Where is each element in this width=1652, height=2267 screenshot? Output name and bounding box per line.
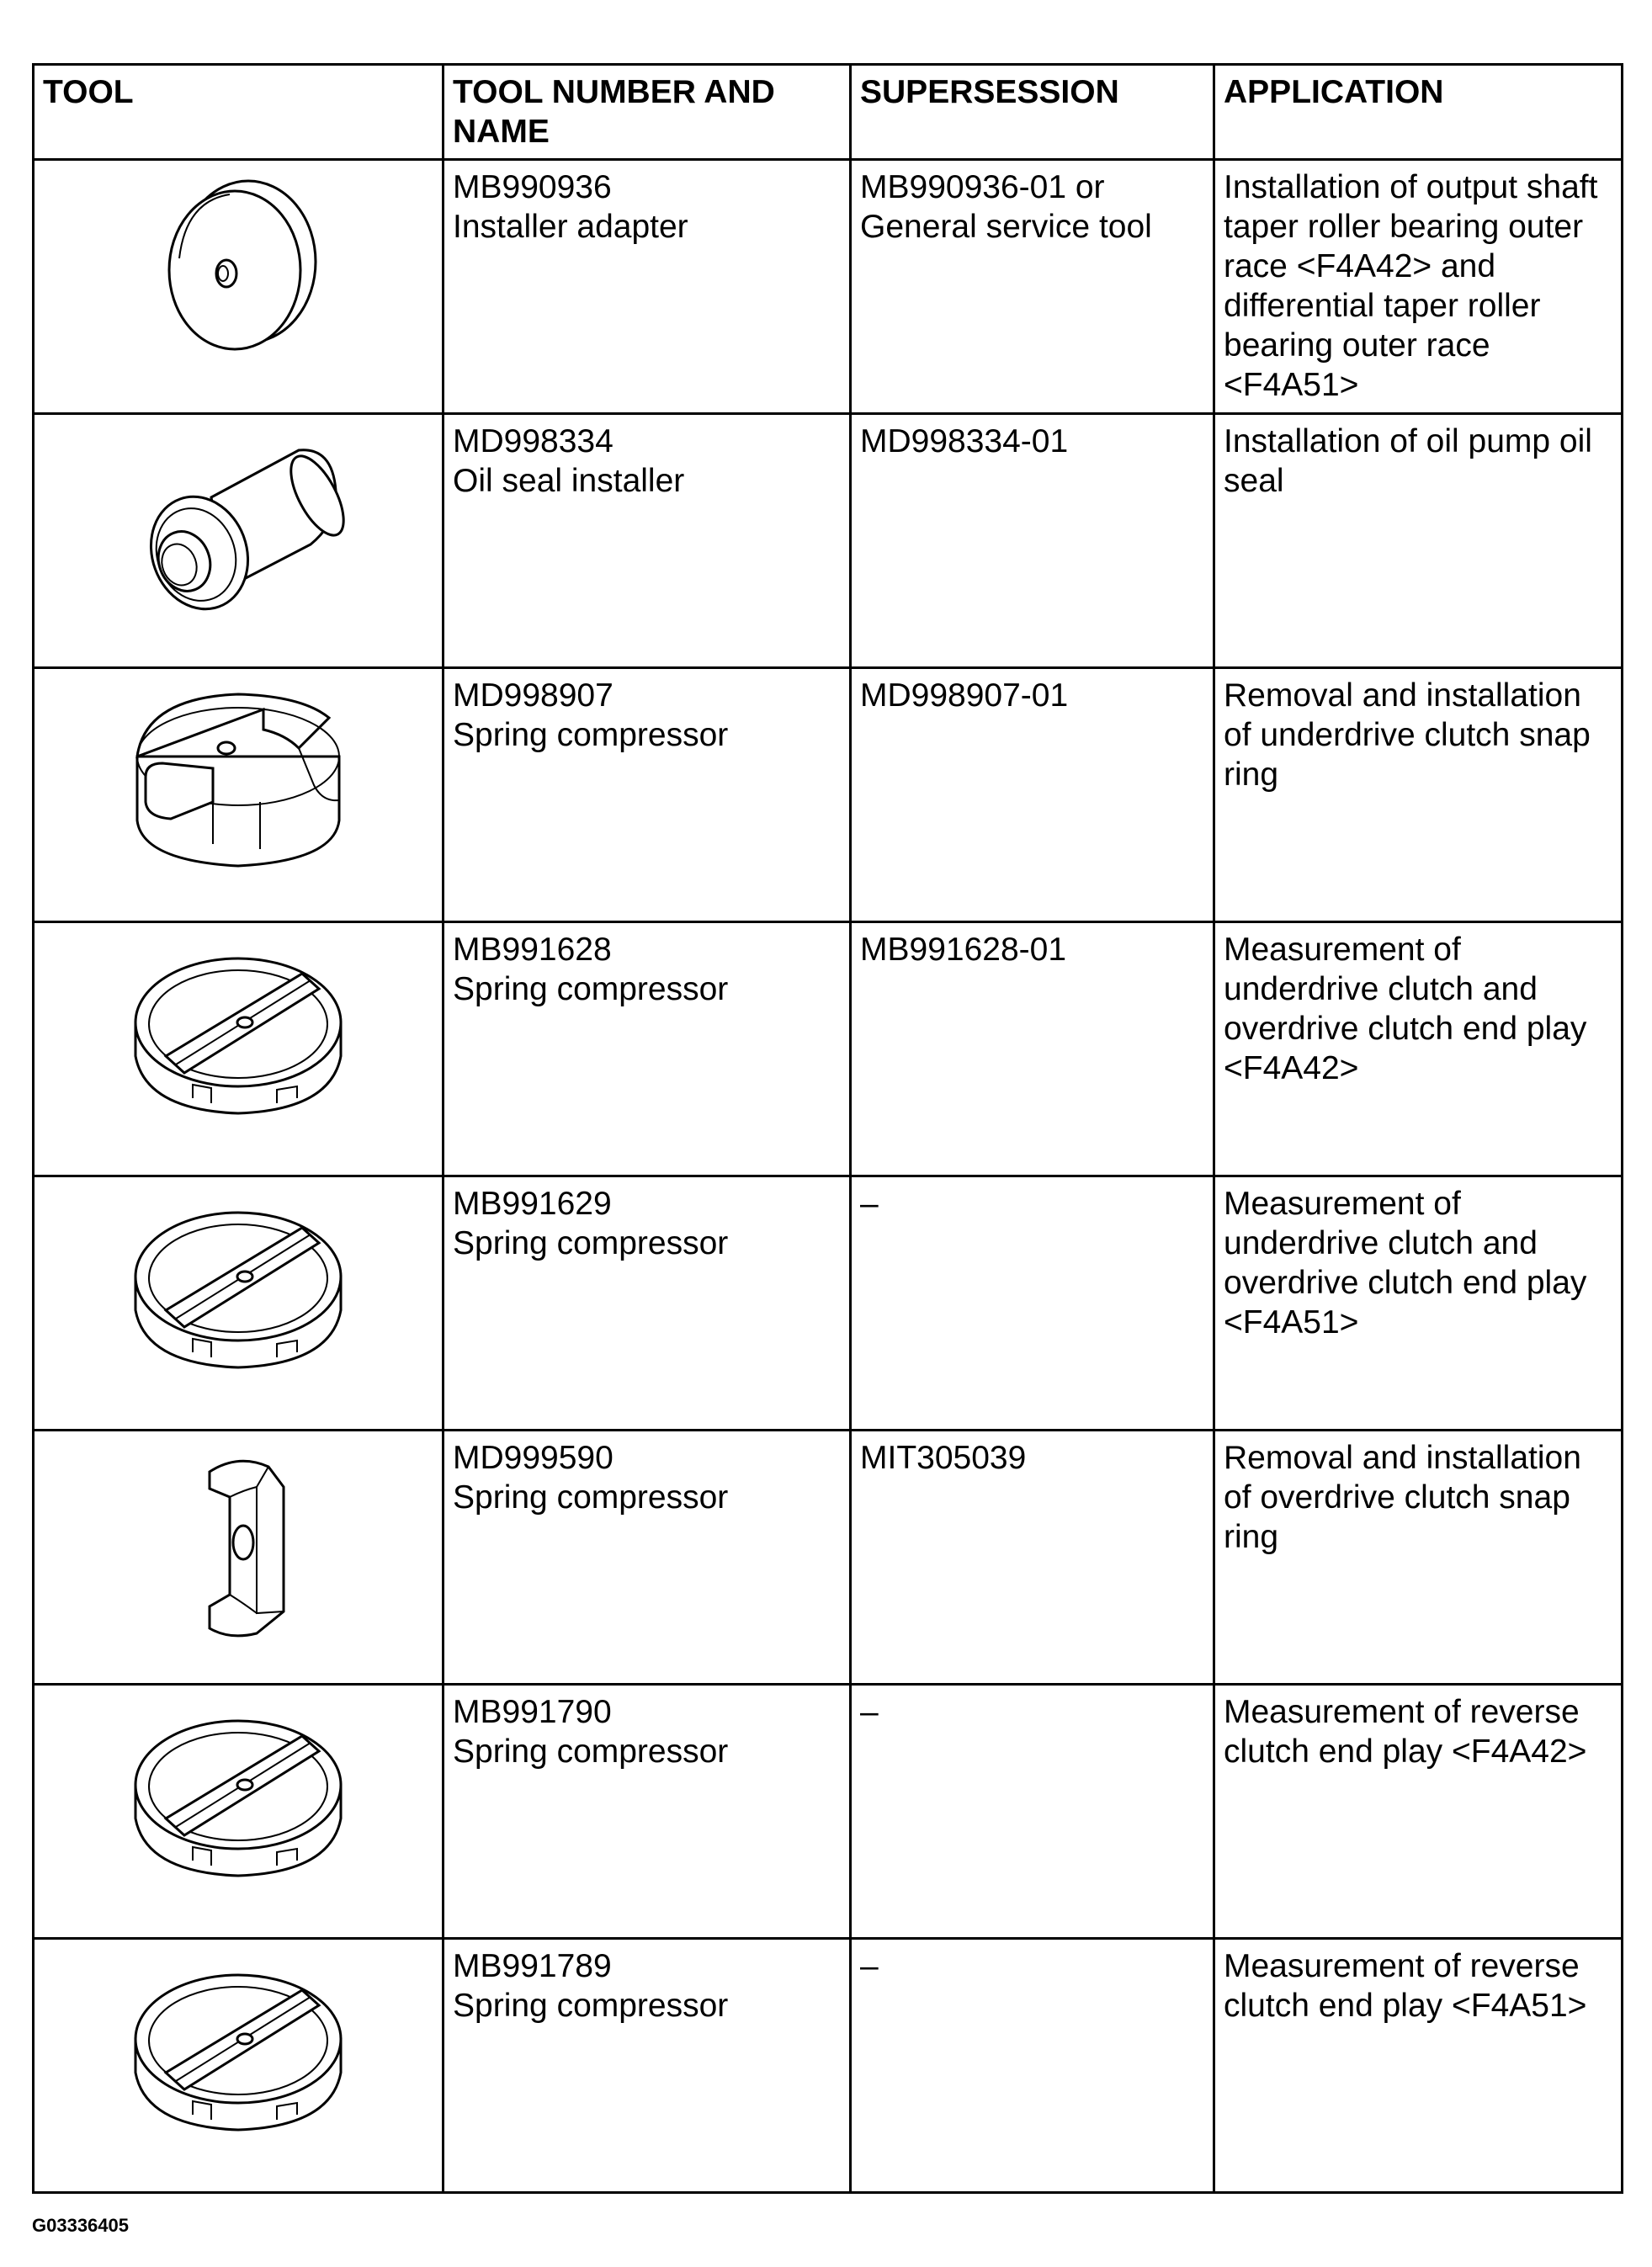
application-cell: Measurement of reverse clutch end play <F4A51> bbox=[1214, 1939, 1623, 2193]
tool-number: MB991628 bbox=[453, 932, 612, 968]
tool-number: MB991789 bbox=[453, 1948, 612, 1984]
tool-number-and-name-cell bbox=[444, 922, 851, 1176]
figure-id: G03336405 bbox=[32, 2215, 129, 2236]
table-row bbox=[34, 414, 1623, 668]
application-cell: Installation of output shaft taper roller bearing outer race <F4A42> and differential taper roller bearing outer race <F4A51> bbox=[1214, 160, 1623, 414]
tool-name: Spring compressor bbox=[453, 1479, 729, 1516]
special-tools-table bbox=[32, 63, 1623, 2194]
tool-name: Spring compressor bbox=[453, 717, 729, 753]
application-cell: Measurement of reverse clutch end play <F4A42> bbox=[1214, 1685, 1623, 1939]
tool-number: MB991629 bbox=[453, 1186, 612, 1222]
installer-adapter-icon bbox=[146, 167, 331, 369]
supersession-cell: MD998334-01 bbox=[851, 414, 1214, 668]
tool-number: MD999590 bbox=[453, 1440, 614, 1476]
tool-name: Oil seal installer bbox=[453, 463, 685, 499]
spring-compressor-ring-icon bbox=[112, 930, 364, 1132]
table-row bbox=[34, 160, 1623, 414]
application-cell: Measurement of underdrive clutch and overdrive clutch end play <F4A42> bbox=[1214, 922, 1623, 1176]
tool-number-and-name-cell bbox=[444, 1685, 851, 1939]
table-row bbox=[34, 922, 1623, 1176]
tool-number-and-name-cell bbox=[444, 1939, 851, 2193]
table-row bbox=[34, 1431, 1623, 1685]
oil-seal-installer-icon bbox=[112, 422, 364, 624]
application-cell: Removal and installation of overdrive clutch snap ring bbox=[1214, 1431, 1623, 1685]
supersession-cell: MB990936-01 or General service tool bbox=[851, 160, 1214, 414]
table-row bbox=[34, 1685, 1623, 1939]
tool-number: MD998334 bbox=[453, 423, 614, 459]
header-supersession: SUPERSESSION bbox=[851, 65, 1214, 160]
tool-name: Spring compressor bbox=[453, 971, 729, 1007]
tool-name: Spring compressor bbox=[453, 1225, 729, 1261]
header-tool: TOOL bbox=[34, 65, 444, 160]
tool-number: MB990936 bbox=[453, 169, 612, 205]
tool-table-sheet bbox=[32, 63, 1621, 2194]
tool-number-and-name-cell bbox=[444, 668, 851, 922]
table-row bbox=[34, 668, 1623, 922]
table-row bbox=[34, 1176, 1623, 1431]
tool-number-and-name-cell bbox=[444, 1431, 851, 1685]
tool-illustration-cell bbox=[34, 160, 444, 414]
spring-compressor-block-icon bbox=[112, 676, 364, 878]
supersession-cell: – bbox=[851, 1939, 1214, 2193]
tool-number: MD998907 bbox=[453, 677, 614, 714]
spring-compressor-bracket-icon bbox=[162, 1438, 314, 1648]
application-cell: Measurement of underdrive clutch and overdrive clutch end play <F4A51> bbox=[1214, 1176, 1623, 1431]
tool-illustration-cell bbox=[34, 1431, 444, 1685]
tool-number: MB991790 bbox=[453, 1694, 612, 1730]
supersession-cell: MD998907-01 bbox=[851, 668, 1214, 922]
tool-illustration-cell bbox=[34, 1176, 444, 1431]
tool-illustration-cell bbox=[34, 414, 444, 668]
tool-name: Spring compressor bbox=[453, 1988, 729, 2024]
supersession-cell: MB991628-01 bbox=[851, 922, 1214, 1176]
tool-number-and-name-cell bbox=[444, 160, 851, 414]
spring-compressor-ring-icon bbox=[112, 1692, 364, 1894]
spring-compressor-ring-icon bbox=[112, 1946, 364, 2148]
spring-compressor-ring-icon bbox=[112, 1184, 364, 1386]
tool-number-and-name-cell bbox=[444, 1176, 851, 1431]
tool-illustration-cell bbox=[34, 1939, 444, 2193]
supersession-cell: – bbox=[851, 1685, 1214, 1939]
supersession-cell: – bbox=[851, 1176, 1214, 1431]
header-application: APPLICATION bbox=[1214, 65, 1623, 160]
tool-number-and-name-cell bbox=[444, 414, 851, 668]
table-row bbox=[34, 1939, 1623, 2193]
tool-name: Spring compressor bbox=[453, 1733, 729, 1770]
tool-illustration-cell bbox=[34, 668, 444, 922]
application-cell: Installation of oil pump oil seal bbox=[1214, 414, 1623, 668]
table-header-row bbox=[34, 65, 1623, 160]
application-cell: Removal and installation of underdrive clutch snap ring bbox=[1214, 668, 1623, 922]
tool-name: Installer adapter bbox=[453, 209, 688, 245]
tool-illustration-cell bbox=[34, 1685, 444, 1939]
tool-illustration-cell bbox=[34, 922, 444, 1176]
header-tool-number-and-name: TOOL NUMBER AND NAME bbox=[444, 65, 851, 160]
supersession-cell: MIT305039 bbox=[851, 1431, 1214, 1685]
